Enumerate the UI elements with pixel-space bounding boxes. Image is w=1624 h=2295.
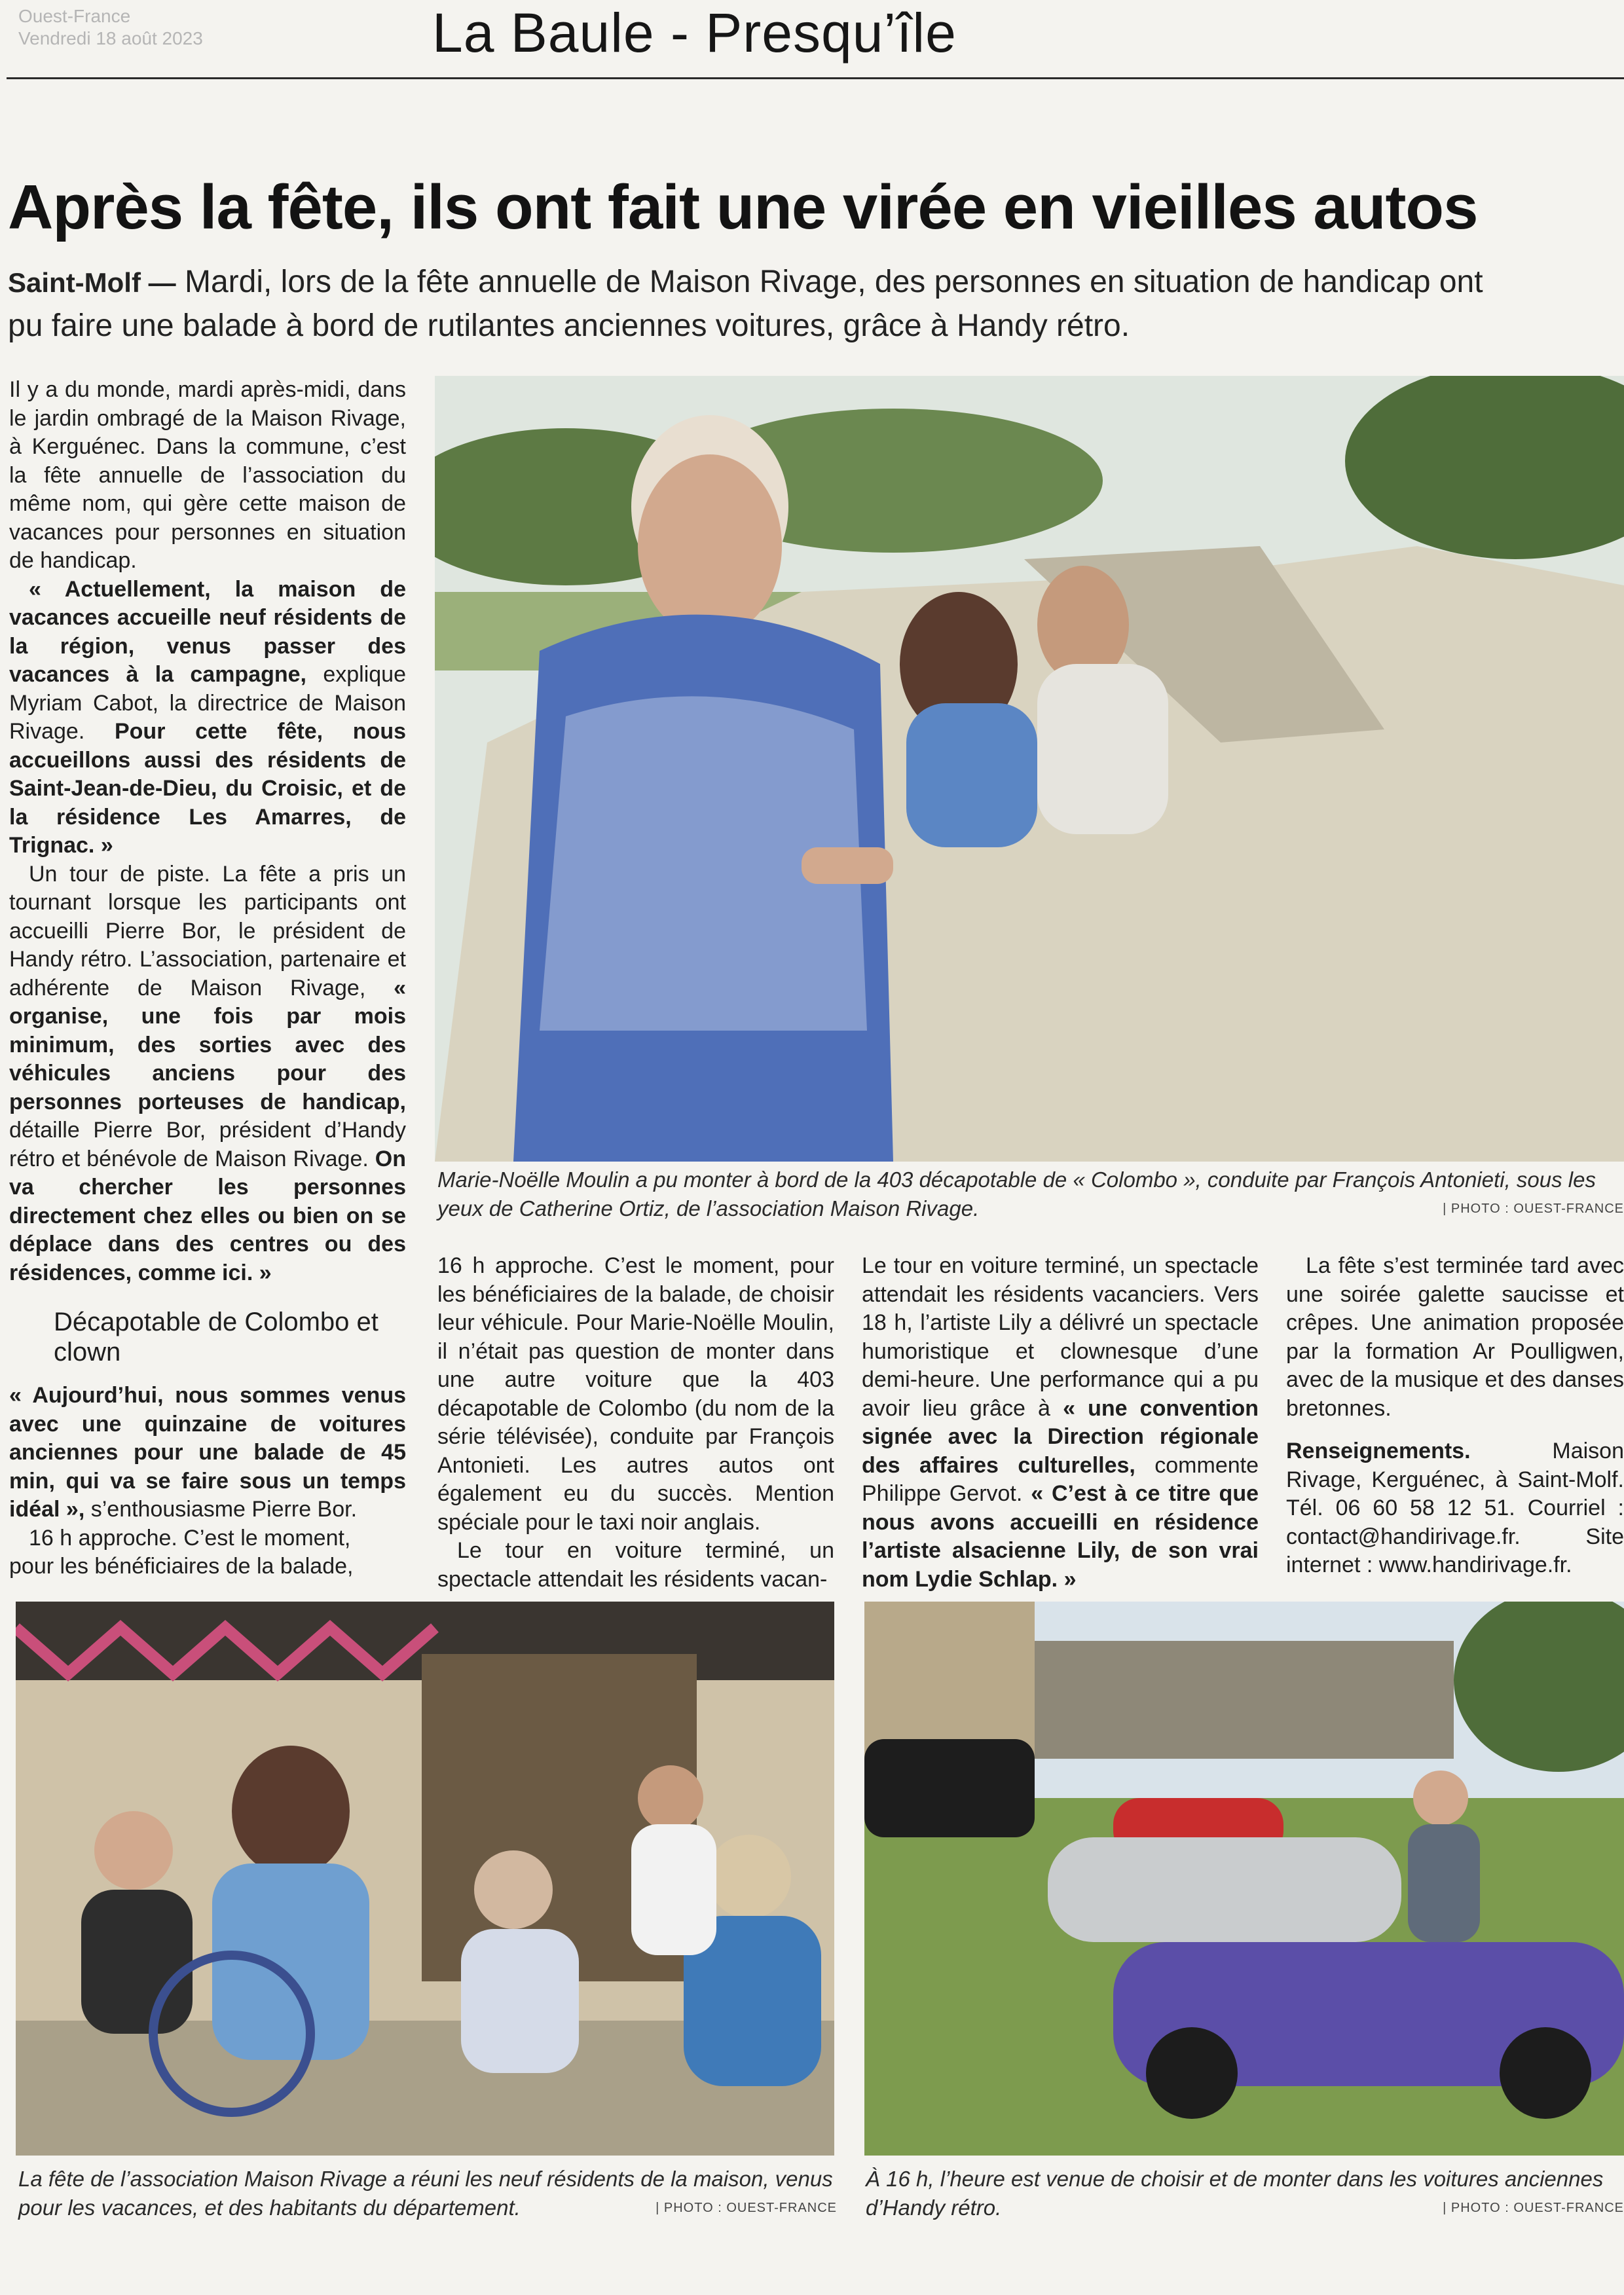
info-box: [1286, 1437, 1624, 1580]
header-rule: [7, 77, 1624, 79]
paper-date: Vendredi 18 août 2023: [18, 28, 203, 48]
text: détaille Pierre Bor, président d’Handy rétro et bénévole de Maison Rivage.: [9, 1118, 406, 1171]
subheading: Décapotable de Colombo et clown: [54, 1308, 378, 1367]
caption-main-text: Marie-Noëlle Moulin a pu monter à bord de la 403 décapotable de « Colombo », conduite par François Antonieti, sous les yeux de Catherine Ortiz, de l’association Maison Rivage.: [437, 1167, 1596, 1221]
masthead-left: [18, 5, 280, 50]
quote: « Actuellement, la maison de vacances accueille neuf résidents de la région, venus passer des vacances à la campagne,: [9, 576, 406, 687]
paper-name: Ouest-France: [18, 6, 131, 26]
text: Le tour en voiture terminé, un spectacle attendait les résidents vacanciers. Vers 18 h, l’artiste Lily a délivré un spectacle humoristique et clownesque d’une demi-heure. Une performance qui a pu avoir lieu grâce à: [862, 1253, 1259, 1421]
article-column-3: [862, 1252, 1259, 1594]
info-label: Renseignements.: [1286, 1439, 1471, 1463]
paragraph-5-start: 16 h approche. C’est le moment,: [29, 1525, 351, 1551]
paragraph-3: [9, 860, 406, 1288]
headline: Après la fête, ils ont fait une virée en vieilles autos: [8, 172, 1478, 242]
section-title: La Baule - Presqu’île: [432, 2, 957, 64]
quote: « une convention signée avec la Direction régionale des affaires culturelles,: [862, 1395, 1259, 1478]
quote: Pour cette fête, nous accueillons aussi des résidents de Saint-Jean-de-Dieu, du Croisic, et de la résidence Les Amarres, de Trignac. »: [9, 719, 407, 858]
dateline: Saint-Molf —: [8, 267, 176, 298]
paragraph-1: Il y a du monde, mardi après-midi, dans le jardin ombragé de la Maison Rivage, à Kerguénec. Dans la commune, c’est la fête annuelle de l’association du même nom, qui gère cette maison de vacances pour personnes en situation de handicap.: [9, 377, 406, 573]
photo-group-residents: [16, 1602, 834, 2156]
caption-bl-text: La fête de l’association Maison Rivage a réuni les neuf résidents de la maison, venus pour les vacances, et des habitants du département.: [18, 2167, 833, 2220]
caption-bottom-right: [866, 2165, 1624, 2222]
info-text: Maison Rivage, Kerguénec, à Saint-Molf. Tél. 06 60 58 12 51. Courriel : contact@handirivage.fr. Site internet : www.handirivage.fr.: [1286, 1439, 1624, 1577]
caption-br-text: À 16 h, l’heure est venue de choisir et de monter dans les voitures anciennes d’Handy rétro.: [866, 2167, 1604, 2220]
article-column-1: [9, 376, 406, 1581]
caption-bottom-left: [18, 2165, 837, 2222]
photo-classic-cars-lineup: [864, 1602, 1624, 2156]
quote: « Aujourd’hui, nous sommes venus avec une quinzaine de voitures anciennes pour une balade de 45 min, qui va se faire sous un temps idéal »,: [9, 1383, 406, 1522]
photo-br-illustration: [864, 1602, 1624, 2156]
photo-credit: | PHOTO : OUEST-FRANCE: [1443, 1202, 1624, 1216]
article-column-4: [1286, 1252, 1624, 1580]
photo-credit: | PHOTO : OUEST-FRANCE: [655, 2201, 837, 2215]
photo-bl-illustration: [16, 1602, 834, 2156]
text: Un tour de piste. La fête a pris un tournant lorsque les participants ont accueilli Pierre Bor, le président de Handy rétro. L’association, partenaire et adhérente de Maison Rivage,: [9, 861, 406, 1001]
caption-main: [437, 1166, 1624, 1223]
paragraph-7: La fête s’est terminée tard avec une soirée galette saucisse et crêpes. Une animation proposée par la formation Ar Poulligwen, avec de la musique et des danses bretonnes.: [1286, 1253, 1624, 1421]
quote: « organise, une fois par mois minimum, des sorties avec des véhicules anciens pour des personnes porteuses de handicap,: [9, 975, 406, 1114]
text: explique Myriam Cabot, la directrice de Maison Rivage.: [9, 662, 406, 744]
paragraph-6-start: Le tour en voiture terminé, un spectacle attendait les résidents vacan-: [437, 1538, 834, 1592]
text: commente Philippe Gervot.: [862, 1452, 1259, 1506]
quote: On va chercher les personnes directement chez elles ou bien on se déplace dans des centres ou des résidences, comme ici. »: [9, 1146, 406, 1285]
paragraph-2: [9, 576, 406, 860]
photo-vintage-convertible: [435, 376, 1624, 1162]
paragraph-5: 16 h approche. C’est le moment, pour les bénéficiaires de la balade, de choisir leur véhicule. Pour Marie-Noëlle Moulin, il n’était pas question de monter dans une autre voiture que la 403 décapotable de Colombo (du nom de la série télévisée), conduite par François Antonieti. Les autres autos ont également eu du succès. Mention spéciale pour le taxi noir anglais.: [437, 1253, 834, 1535]
standfirst: [8, 261, 1501, 348]
photo-main-illustration: [435, 376, 1624, 1162]
paragraph-6: [862, 1252, 1259, 1594]
article-column-2: [437, 1252, 834, 1594]
paragraph-5-start-2: pour les bénéficiaires de la balade,: [9, 1553, 354, 1579]
photo-credit: | PHOTO : OUEST-FRANCE: [1443, 2201, 1624, 2215]
standfirst-text: Mardi, lors de la fête annuelle de Maison Rivage, des personnes en situation de handicap ont pu faire une balade à bord de rutilantes anciennes voitures, grâce à Handy rétro.: [8, 265, 1483, 343]
quote: « C’est à ce titre que nous avons accueilli en résidence l’artiste alsacienne Lily, de son vrai nom Lydie Schlap. »: [862, 1481, 1259, 1592]
text: s’enthousiasme Pierre Bor.: [84, 1497, 358, 1522]
paragraph-4: [9, 1382, 406, 1524]
